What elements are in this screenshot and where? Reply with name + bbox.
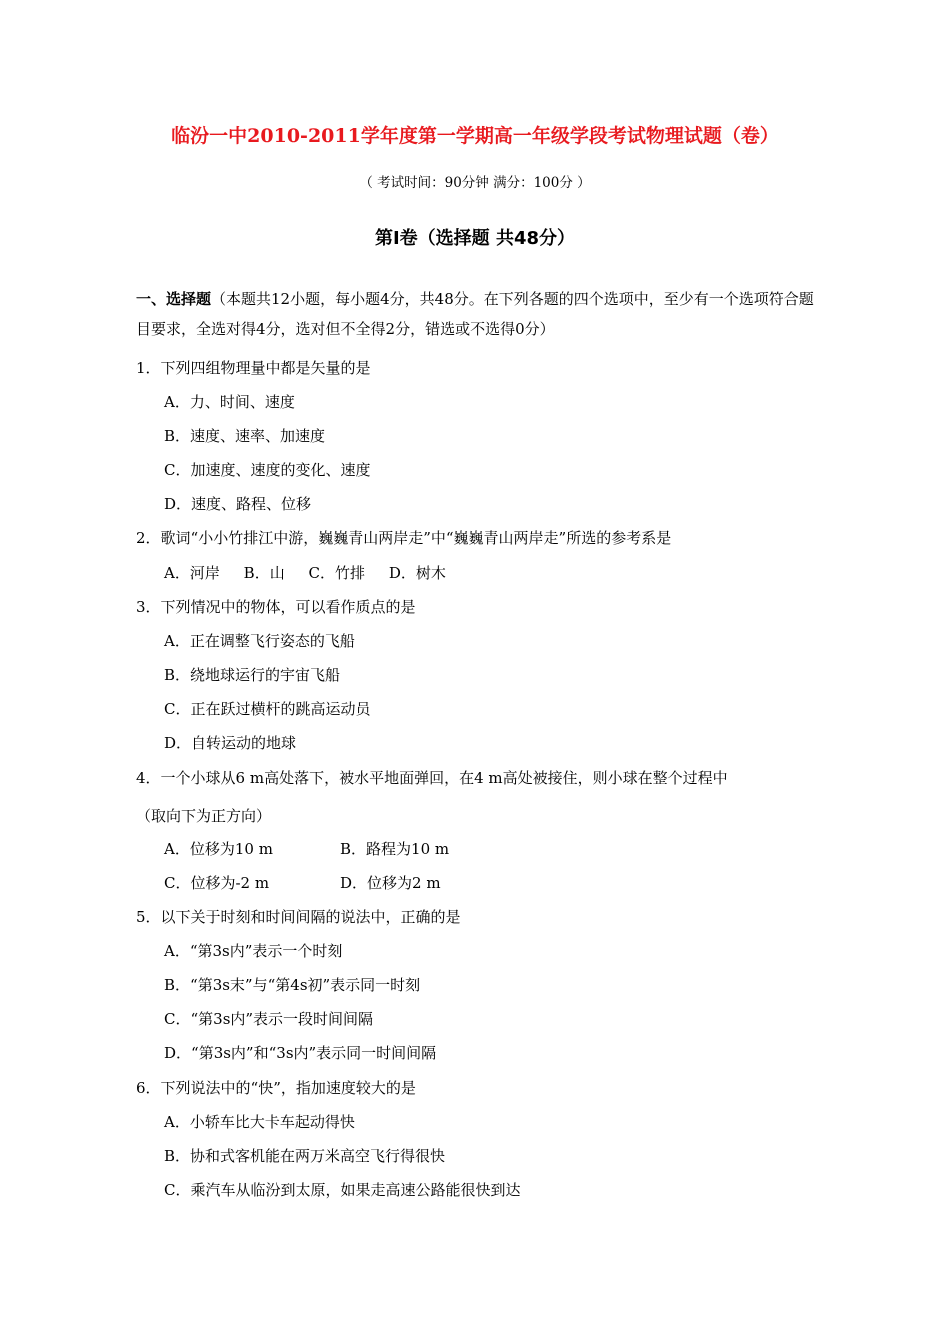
question-4-stem-cont: （取向下为正方向） [136, 807, 272, 825]
question-6-option-a: A．小轿车比大卡车起动得快 [164, 1113, 355, 1131]
question-5-option-c: C．“第3s内”表示一段时间间隔 [164, 1010, 374, 1028]
question-5-option-a: A．“第3s内”表示一个时刻 [164, 942, 343, 960]
question-3-option-a: A．正在调整飞行姿态的飞船 [164, 632, 355, 650]
part-heading: 第Ⅰ卷（选择题 共48分） [374, 228, 575, 249]
question-1-stem: 1．下列四组物理量中都是矢量的是 [136, 359, 371, 377]
question-1-option-d: D．速度、路程、位移 [164, 495, 312, 513]
question-1-option-b: B．速度、速率、加速度 [164, 427, 326, 445]
question-1-option-a: A．力、时间、速度 [164, 393, 295, 411]
instructions-text: （本题共12小题，每小题4分，共48分。在下列各题的四个选项中，至少有一个选项符合题目要求，全选对得4分，选对但不全得2分，错选或不选得0分） [136, 290, 814, 338]
question-3-option-d: D．自转运动的地球 [164, 734, 297, 752]
question-4-option-d: D．位移为2 m [340, 874, 441, 892]
question-3-option-c: C．正在跃过横杆的跳高运动员 [164, 700, 371, 718]
question-1-option-c: C．加速度、速度的变化、速度 [164, 461, 371, 479]
question-2-options: A．河岸 B．山 C．竹排 D．树木 [164, 564, 446, 582]
question-5-option-b: B．“第3s末”与“第4s初”表示同一时刻 [164, 976, 421, 994]
question-4-option-b: B．路程为10 m [340, 840, 450, 858]
question-2-stem: 2．歌词“小小竹排江中游，巍巍青山两岸走”中“巍巍青山两岸走”所选的参考系是 [136, 529, 672, 547]
question-6-stem: 6．下列说法中的“快”，指加速度较大的是 [136, 1079, 416, 1097]
question-4-option-c: C．位移为-2 m [164, 874, 270, 892]
question-4-option-a: A．位移为10 m [164, 840, 273, 858]
question-3-option-b: B．绕地球运行的宇宙飞船 [164, 666, 341, 684]
exam-title: 临汾一中2010-2011学年度第一学期高一年级学段考试物理试题（卷） [171, 125, 779, 147]
question-6-option-b: B．协和式客机能在两万米高空飞行得很快 [164, 1147, 446, 1165]
question-6-option-c: C．乘汽车从临汾到太原，如果走高速公路能很快到达 [164, 1181, 521, 1199]
question-4-stem: 4．一个小球从6 m高处落下，被水平地面弹回，在4 m高处被接住，则小球在整个过程中 [136, 769, 728, 787]
question-3-stem: 3．下列情况中的物体，可以看作质点的是 [136, 598, 416, 616]
instructions [136, 284, 826, 344]
question-5-stem: 5．以下关于时刻和时间间隔的说法中，正确的是 [136, 908, 461, 926]
question-5-option-d: D．“第3s内”和“3s内”表示同一时间间隔 [164, 1044, 437, 1062]
exam-info: （ 考试时间：90分钟 满分：100分 ） [359, 175, 591, 191]
instructions-heading: 一、选择题 [136, 290, 212, 308]
